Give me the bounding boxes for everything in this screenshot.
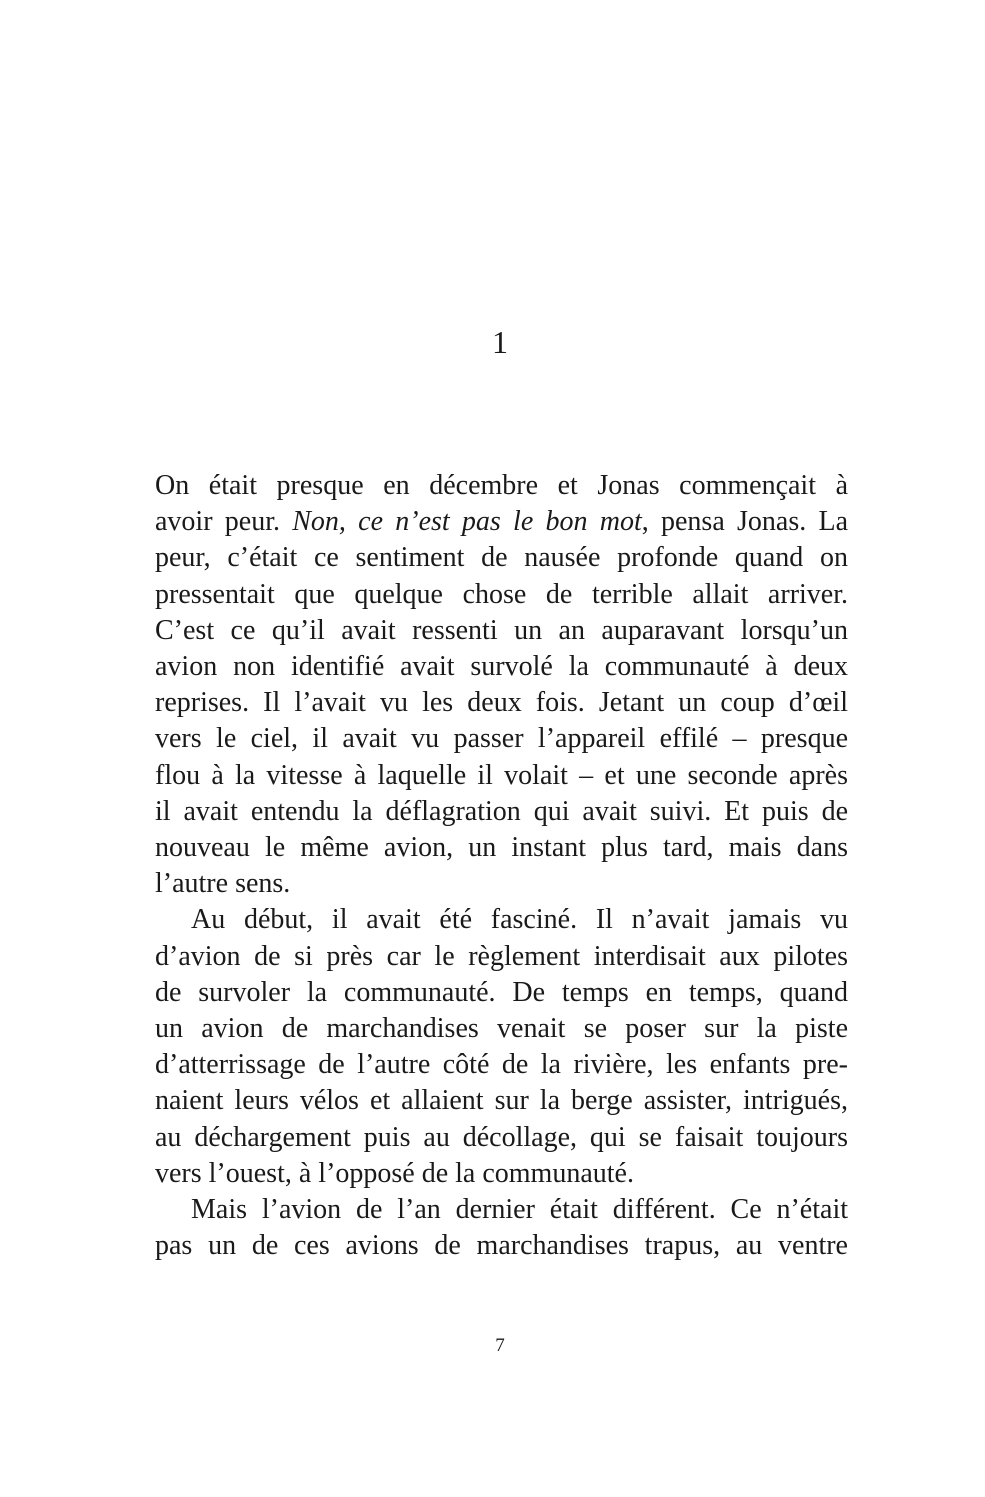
text-line: pas un de ces avions de marchandises trapus, au ventre: [155, 1230, 848, 1262]
text-line: vers l’ouest, à l’opposé de la communauté.: [155, 1157, 634, 1189]
text-line: On était presque en décembre et Jonas commençait à: [155, 470, 848, 501]
text-line: nouveau le même avion, un instant plus tard, mais dans: [155, 832, 848, 864]
text-line: d’atterrissage de l’autre côté de la rivière, les enfants pre-: [155, 1049, 848, 1081]
body-text: [155, 468, 848, 1264]
text-line: Mais l’avion de l’an dernier était différent. Ce n’était: [191, 1194, 848, 1226]
text-line: au déchargement puis au décollage, qui se faisait toujours: [155, 1121, 848, 1153]
chapter-number: 1: [492, 324, 508, 360]
text-line: l’autre sens.: [155, 868, 291, 900]
text-line: Au début, il avait été fasciné. Il n’avait jamais vu: [191, 904, 848, 936]
text-line: flou à la vitesse à laquelle il volait – et une seconde après: [155, 759, 848, 791]
italic-thought: Non, ce n’est pas le bon mot: [292, 506, 642, 538]
text-line: un avion de marchandises venait se poser sur la piste: [155, 1013, 848, 1045]
text-line: avion non identifié avait survolé la communauté à deux: [155, 651, 848, 683]
text-line: reprises. Il l’avait vu les deux fois. Jetant un coup d’œil: [155, 687, 848, 719]
text-line: peur, c’était ce sentiment de nausée profonde quand on: [155, 542, 848, 574]
text-line: pressentait que quelque chose de terrible allait arriver.: [155, 578, 848, 610]
page-number: 7: [495, 1335, 505, 1356]
text-line: de survoler la communauté. De temps en temps, quand: [155, 976, 848, 1008]
text-line: C’est ce qu’il avait ressenti un an auparavant lorsqu’un: [155, 614, 848, 646]
text-line: avoir peur. Non, ce n’est pas le bon mot, pensa Jonas. La: [155, 506, 848, 538]
text-line: d’avion de si près car le règlement interdisait aux pilotes: [155, 940, 848, 972]
text-line: il avait entendu la déflagration qui avait suivi. Et puis de: [155, 795, 848, 827]
text-line: naient leurs vélos et allaient sur la berge assister, intrigués,: [155, 1085, 848, 1117]
text-line: vers le ciel, il avait vu passer l’appareil effilé – presque: [155, 723, 848, 755]
